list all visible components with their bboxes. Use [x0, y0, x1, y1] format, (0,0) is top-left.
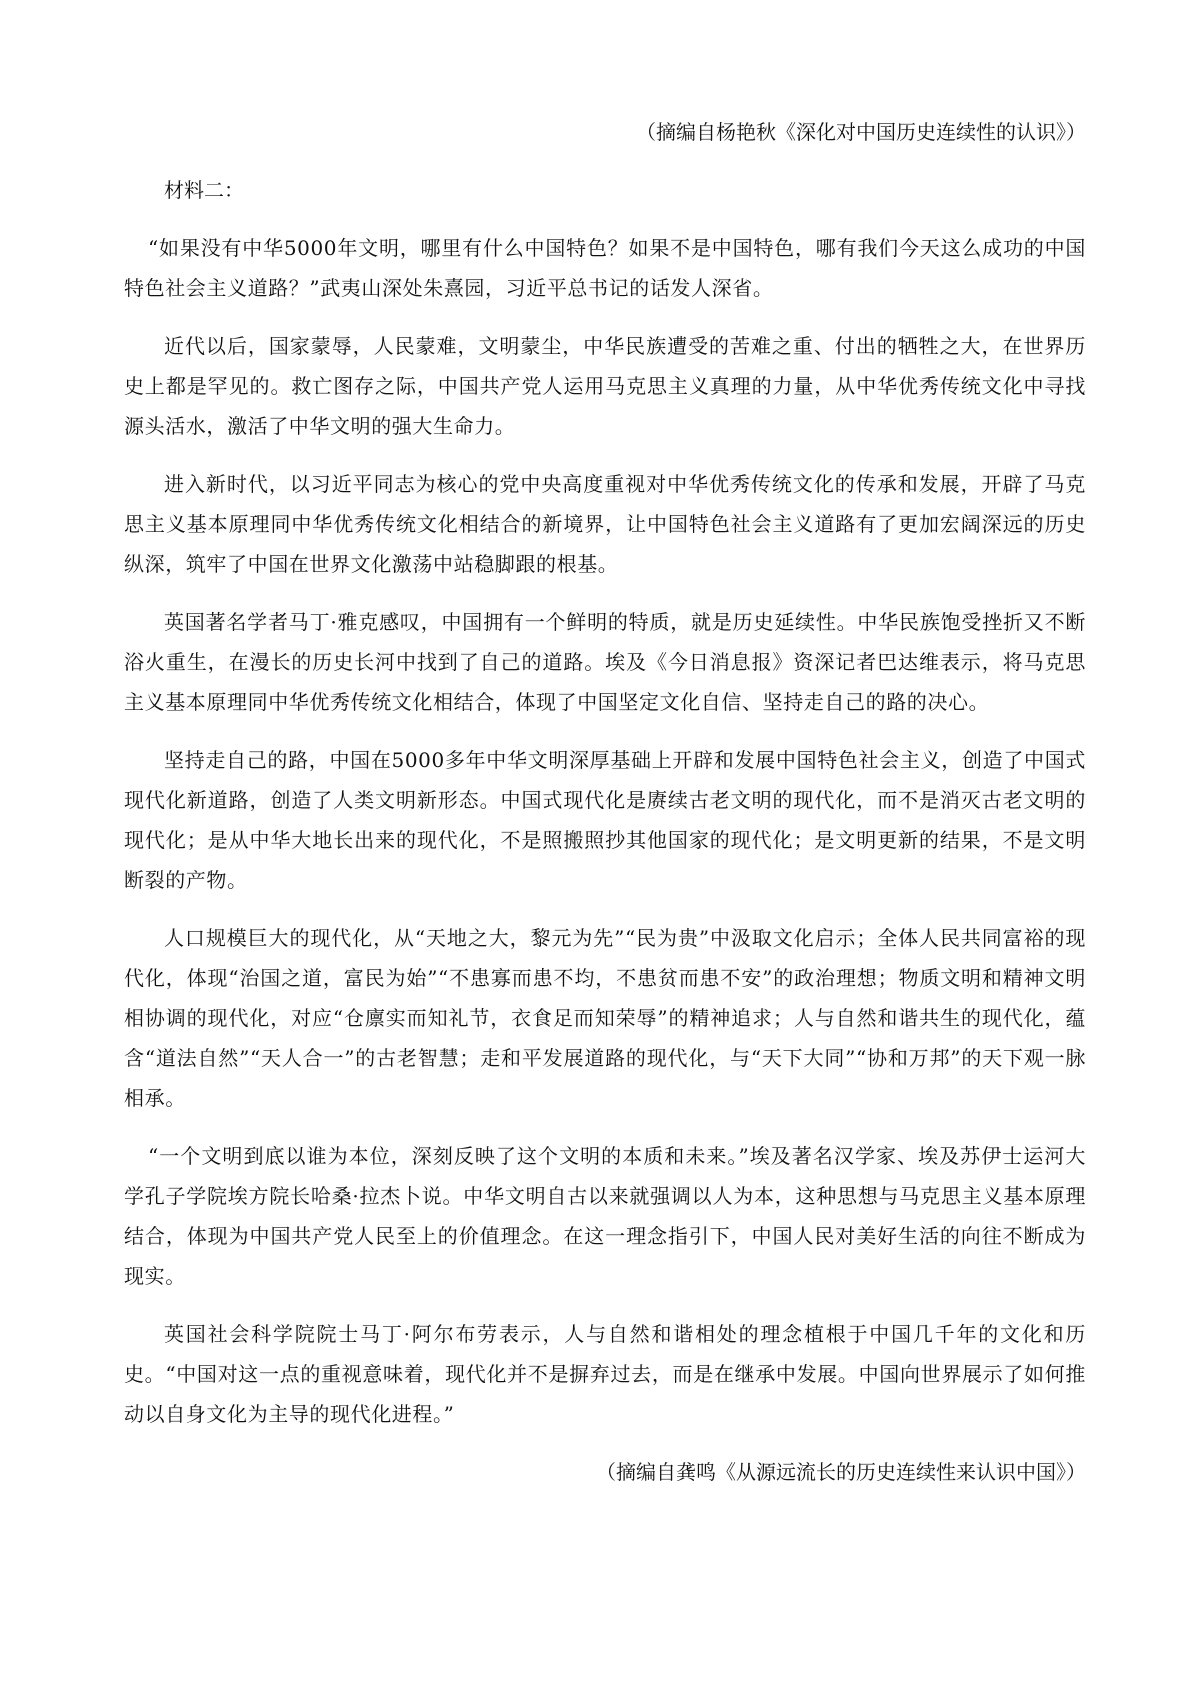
source-citation-top: （摘编自杨艳秋《深化对中国历史连续性的认识》）	[636, 120, 1086, 144]
document-body	[124, 112, 1086, 1492]
paragraph-7: “一个文明到底以谁为本位，深刻反映了这个文明的本质和未来。”埃及著名汉学家、埃及苏伊士运河大学孔子学院埃方院长哈桑·拉杰卜说。中华文明自古以来就强调以人为本，这种思想与马克思主义基本原理结合，体现为中国共产党人民至上的价值理念。在这一理念指引下，中国人民对美好生活的向往不断成为现实。	[124, 1144, 1086, 1288]
paragraph-6: 人口规模巨大的现代化，从“天地之大，黎元为先”“民为贵”中汲取文化启示；全体人民共同富裕的现代化，体现“治国之道，富民为始”“不患寡而患不均，不患贫而患不安”的政治理想；物质文明和精神文明相协调的现代化，对应“仓廪实而知礼节，衣食足而知荣辱”的精神追求；人与自然和谐共生的现代化，蕴含“道法自然”“天人合一”的古老智慧；走和平发展道路的现代化，与“天下大同”“协和万邦”的天下观一脉相承。	[124, 926, 1086, 1110]
paragraph-8: 英国社会科学院院士马丁·阿尔布劳表示，人与自然和谐相处的理念植根于中国几千年的文化和历史。“中国对这一点的重视意味着，现代化并不是摒弃过去，而是在继承中发展。中国向世界展示了如何推动以自身文化为主导的现代化进程。”	[124, 1322, 1086, 1426]
paragraph-3: 进入新时代，以习近平同志为核心的党中央高度重视对中华优秀传统文化的传承和发展，开辟了马克思主义基本原理同中华优秀传统文化相结合的新境界，让中国特色社会主义道路有了更加宏阔深远的历史纵深，筑牢了中国在世界文化激荡中站稳脚跟的根基。	[124, 472, 1086, 576]
material-label: 材料二：	[164, 178, 244, 202]
paragraph-1: “如果没有中华5000年文明，哪里有什么中国特色？如果不是中国特色，哪有我们今天这么成功的中国特色社会主义道路？”武夷山深处朱熹园，习近平总书记的话发人深省。	[124, 236, 1086, 300]
paragraph-5: 坚持走自己的路，中国在5000多年中华文明深厚基础上开辟和发展中国特色社会主义，创造了中国式现代化新道路，创造了人类文明新形态。中国式现代化是赓续古老文明的现代化，而不是消灭古老文明的现代化；是从中华大地长出来的现代化，不是照搬照抄其他国家的现代化；是文明更新的结果，不是文明断裂的产物。	[124, 748, 1086, 892]
source-citation-bottom: （摘编自龚鸣《从源远流长的历史连续性来认识中国》）	[596, 1460, 1086, 1484]
paragraph-4: 英国著名学者马丁·雅克感叹，中国拥有一个鲜明的特质，就是历史延续性。中华民族饱受挫折又不断浴火重生，在漫长的历史长河中找到了自己的道路。埃及《今日消息报》资深记者巴达维表示，将马克思主义基本原理同中华优秀传统文化相结合，体现了中国坚定文化自信、坚持走自己的路的决心。	[124, 610, 1086, 714]
paragraph-2: 近代以后，国家蒙辱，人民蒙难，文明蒙尘，中华民族遭受的苦难之重、付出的牺牲之大，在世界历史上都是罕见的。救亡图存之际，中国共产党人运用马克思主义真理的力量，从中华优秀传统文化中寻找源头活水，激活了中华文明的强大生命力。	[124, 334, 1086, 438]
